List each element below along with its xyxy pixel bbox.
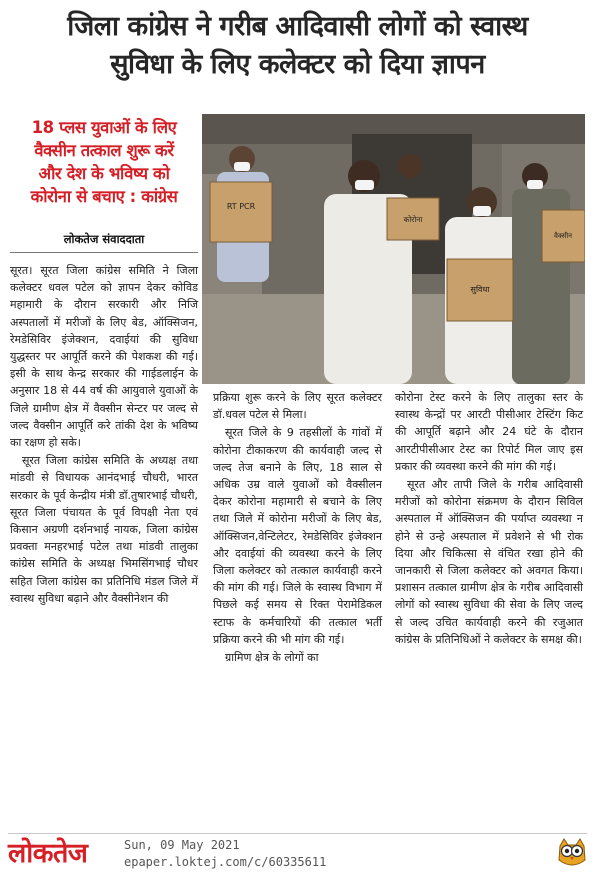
- article-headline: [0, 8, 595, 84]
- paragraph: प्रक्रिया शुरू करने के लिए सूरत कलेक्टर डॉ.धवल पटेल से मिला।: [213, 391, 382, 422]
- sub-headline-line: 18 प्लस युवाओं के लिए: [31, 118, 177, 137]
- sub-headline-line: कोरोना से बचाए : कांग्रेस: [30, 187, 178, 206]
- article-column-1: [10, 262, 198, 608]
- placard: [210, 182, 272, 242]
- article-column-2: [213, 389, 382, 667]
- headline-line-1: जिला कांग्रेस ने गरीब आदिवासी लोगों को स्वास्थ: [67, 11, 528, 42]
- placard-text: कोरोना: [403, 215, 423, 224]
- placard-text: सुविधा: [470, 285, 490, 294]
- footer-divider: [8, 833, 587, 834]
- paragraph: सूरत जिला कांग्रेस समिति के अध्यक्ष तथा मांडवी से विधायक आनंदभाई चौधरी, भारत सरकार के पूर्व केन्द्रीय मंत्री डॉ.तुषारभाई चौधरी, सूरत जिला पंचायत के पूर्व विपक्षी नेता एवं किसान अग्रणी दर्शनभाई नायक, जिला कांग्रेस प्रवक्ता मनहरभाई पटेल तथा मांडवी तालुका कांग्रेस समिति के अध्यक्ष भिमसिंगभाई चौधर सहित जिला कांग्रेस का प्रतिनिधि मंडल जिले में स्वास्थ सुविधा बढ़ाने और वैक्सीनेशन की: [10, 454, 198, 605]
- byline-divider: [10, 252, 198, 253]
- article-photo: [202, 114, 585, 384]
- paragraph: सूरत। सूरत जिला कांग्रेस समिति ने जिला कलेक्टर धवल पटेल को ज्ञापन देकर कोविड महामारी के दौरान सरकारी और निजि अस्पतालों में मरीजों के लिए बेड, ऑक्सिजन, रेमडेसिविर इंजेक्शन, दवाईयां की सुविधा युद्धस्तर पर आपूर्ति करने की पेशकश की गई। इसी के साथ केन्द्र सरकार की गाईडलाईन के अनुसार 18 से 44 वर्ष की आयुवाले युवाओं के जिले ग्रामीण क्षेत्र में वैक्सीन सेन्टर पर जल्द से जल्द वैक्सीन आपूर्ति करे तांकी देश के भविष्य का रक्षण हो सके।: [10, 264, 198, 450]
- epaper-link[interactable]: epaper.loktej.com/c/60335611: [124, 855, 327, 869]
- sub-headline-line: वैक्सीन तत्काल शुरू करें: [34, 141, 174, 160]
- paragraph: सूरत जिले के 9 तहसीलों के गांवों में कोरोना टीकाकरण की कार्यवाही जल्द से जल्द तेज बनाने के लिए, 18 साल से अधिक उम्र वाले युवाओं को वैक्सीलन देकर कोरोना महामारी से बचाने के लिए तथा जिले में कोरोना मरीजों के लिए बेड, ऑक्सिजन,वेन्टिलेटर, रेमडेसिविर इंजेक्शन और दवाईयां की व्यवस्था करने के लिए जिला कलेक्टर को तत्काल कार्यवाही करने की मांग की गई। जिले के स्वास्थ विभाग में पिछले कई समय से रिक्त पेरामेडिकल स्टाफ के कर्मचारियों की तत्काल भर्ती प्रक्रिया करने की भी मांग की गई।: [213, 426, 382, 646]
- paragraph: कोरोना टेस्ट करने के लिए तालुका स्तर के स्वास्थ केन्द्रों पर आरटी पीसीआर टेस्टिंग किट की आपूर्ति बढ़ाने और 24 घंटे के दौरान आरटीपीसीआर टेस्ट का रिपोर्ट मिल जाए इस प्रकार की व्यवस्था करने की मांग की गई।: [395, 391, 583, 473]
- placard: [447, 259, 513, 321]
- paragraph: ग्रामिण क्षेत्र के लोगों का: [225, 651, 319, 665]
- paragraph: सूरत और तापी जिले के गरीब आदिवासी मरीजों को कोरोना संक्रमण के दौरान सिविल अस्पताल में ऑक्सिजन की पर्याप्त व्यवस्था न होने से उन्हे अस्पताल में प्रवेशने से भी रोक दिया और चिकित्सा से वंचित रखा होने की जानकारी से जिला कलेक्टर को अवगत किया। प्रशासन तत्काल ग्रामीण क्षेत्र के गरीब आदिवासी लोगों को स्वास्थ सुविधा की सेवा के लिए जल्द से जल्द उचित कार्यवाही करने की रजुआत कांग्रेस के प्रतिनिधिओं ने कलेक्टर के समक्ष की।: [395, 478, 583, 646]
- owl-mascot-icon: [555, 836, 589, 870]
- byline: लोकतेज संवाददाता: [63, 232, 145, 246]
- sub-headline-line: और देश के भविष्य को: [38, 164, 170, 183]
- publish-date: Sun, 09 May 2021: [124, 838, 240, 852]
- placard-text: वैक्सीन: [553, 232, 573, 240]
- brand-logo[interactable]: लोकतेज: [8, 838, 88, 869]
- placard: [387, 198, 439, 240]
- sub-headline: [14, 116, 194, 208]
- headline-line-2: सुविधा के लिए कलेक्टर को दिया ज्ञापन: [110, 49, 485, 80]
- article-column-3: [395, 389, 583, 649]
- photo-illustration: [202, 114, 585, 384]
- placard-text: RT PCR: [226, 202, 256, 211]
- placard: [542, 210, 585, 262]
